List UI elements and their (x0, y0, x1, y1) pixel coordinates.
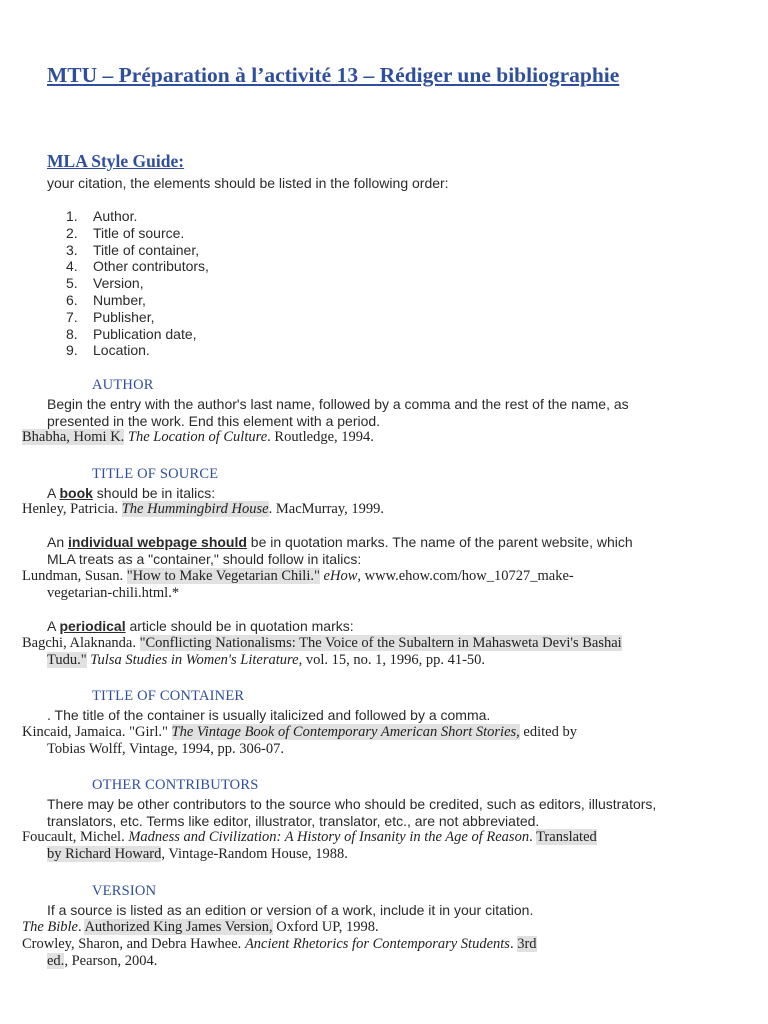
list-item: 9. Location. (66, 342, 150, 359)
webpage-desc: An individual webpage should be in quotation marks. The name of the parent website, which MLA treats as a "container," should follow in italics: (47, 534, 633, 567)
list-item: 8. Publication date, (66, 325, 197, 342)
periodical-desc: A periodical article should be in quotation marks: (47, 618, 354, 634)
webpage-example: Lundman, Susan. "How to Make Vegetarian Chili." eHow, www.ehow.com/how_10727_make- vegetarian-chili.html.* (22, 568, 574, 601)
list-item: 6. Number, (66, 291, 146, 308)
page-title: MTU – Préparation à l’activité 13 – Rédiger une bibliographie (47, 63, 620, 87)
list-item: 4. Other contributors, (66, 258, 209, 275)
contributors-desc: There may be other contributors to the source who should be credited, such as editors, illustrators, translators, etc. Terms like editor, illustrator, translator, etc., are not abbreviated. (47, 796, 657, 829)
heading-version: VERSION (92, 883, 157, 899)
list-item: 3. Title of container, (66, 241, 200, 258)
container-example: Kincaid, Jamaica. "Girl." The Vintage Book of Contemporary American Short Stories, edited by Tobias Wolff, Vintage, 1994, pp. 306-07. (22, 724, 577, 757)
heading-title-of-container: TITLE OF CONTAINER (92, 688, 245, 704)
version-example-rhetorics: Crowley, Sharon, and Debra Hawhee. Ancient Rhetorics for Contemporary Students. 3rd ed., Pearson, 2004. (22, 936, 537, 969)
list-item: 2. Title of source. (66, 224, 185, 241)
container-desc: . The title of the container is usually italicized and followed by a comma. (47, 707, 491, 723)
elements-list (66, 208, 209, 359)
heading-title-of-source: TITLE OF SOURCE (92, 466, 219, 482)
list-item: 7. Publisher, (66, 308, 155, 325)
list-item: 5. Version, (66, 275, 144, 292)
heading-other-contributors: OTHER CONTRIBUTORS (92, 777, 259, 793)
book-desc: A book should be in italics: (47, 485, 216, 501)
version-desc: If a source is listed as an edition or version of a work, include it in your citation. (47, 902, 534, 918)
author-desc: Begin the entry with the author's last name, followed by a comma and the rest of the name, as presented in the work. End this element with a period. (47, 396, 629, 429)
intro-text: your citation, the elements should be listed in the following order: (47, 175, 449, 191)
author-example: Bhabha, Homi K. The Location of Culture. Routledge, 1994. (22, 429, 374, 445)
contributors-example: Foucault, Michel. Madness and Civilization: A History of Insanity in the Age of Reason. Translated by Richard Howard, Vintage-Random House, 1988. (22, 829, 597, 862)
heading-author: AUTHOR (92, 377, 154, 393)
section-title-mla: MLA Style Guide: (47, 151, 185, 171)
version-example-bible: The Bible. Authorized King James Version, Oxford UP, 1998. (22, 919, 379, 935)
periodical-example: Bagchi, Alaknanda. "Conflicting Nationalisms: The Voice of the Subaltern in Mahasweta Devi's Bashai Tudu." Tulsa Studies in Women's Literature, vol. 15, no. 1, 1996, pp. 41-50. (22, 635, 622, 668)
list-item: 1. Author. (66, 208, 138, 224)
book-example: Henley, Patricia. The Hummingbird House. MacMurray, 1999. (22, 501, 385, 517)
